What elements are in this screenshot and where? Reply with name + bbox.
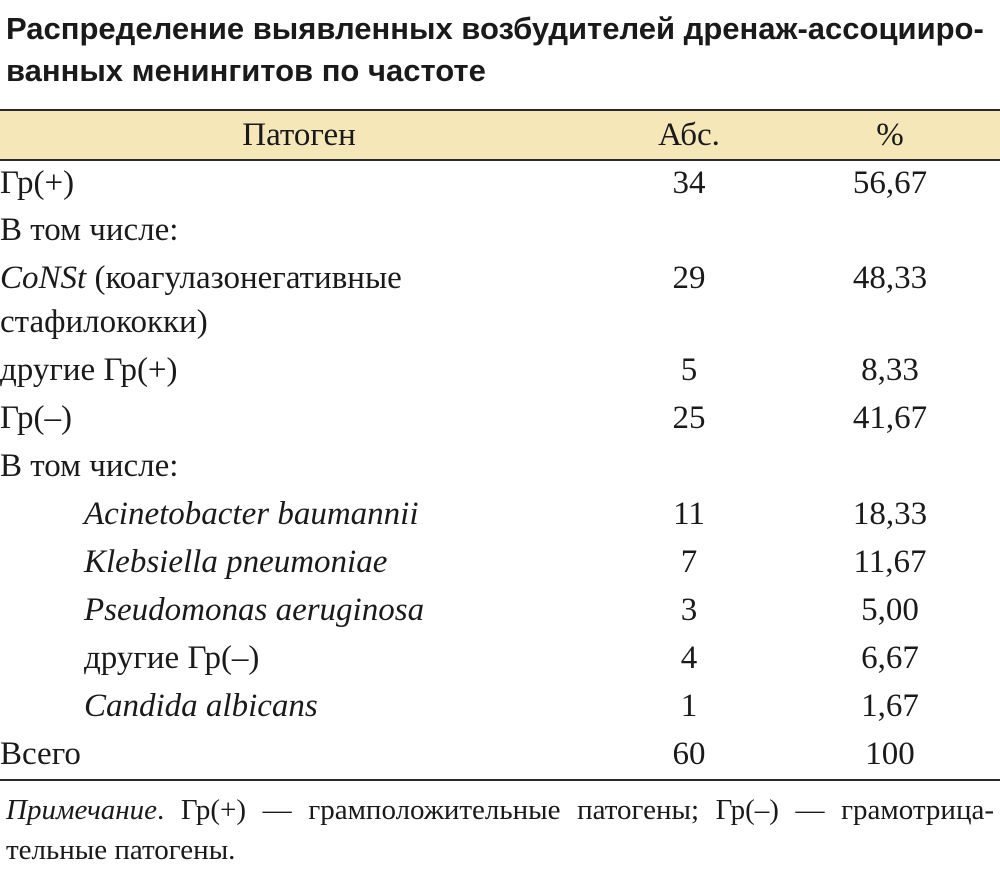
cell-percent: 100 xyxy=(780,732,1000,780)
cell-pathogen xyxy=(0,256,598,348)
cell-percent xyxy=(780,444,1000,492)
table-row xyxy=(0,444,1000,492)
table-body xyxy=(0,160,1000,780)
table-row xyxy=(0,684,1000,732)
cell-pathogen: Candida albicans xyxy=(84,688,318,724)
cell-abs: 34 xyxy=(672,165,706,201)
table-row xyxy=(0,256,1000,348)
table-row xyxy=(0,588,1000,636)
cell-abs: 7 xyxy=(680,544,698,580)
cell-pathogen: другие Гр(–) xyxy=(84,640,260,676)
header-abs: Абс. xyxy=(598,110,780,160)
cell-abs xyxy=(598,444,780,492)
cell-pathogen-line-2: стафилококки) xyxy=(0,304,208,340)
cell-pathogen: Гр(–) xyxy=(0,400,72,436)
cell-abs: 25 xyxy=(672,400,706,436)
table-caption xyxy=(6,8,994,92)
cell-pathogen: Acinetobacter baumannii xyxy=(84,496,419,532)
caption-line-1: Распределение выявленных возбудителей дренаж-ассоцииро- xyxy=(6,11,984,46)
cell-percent: 56,67 xyxy=(852,165,928,201)
cell-pathogen: Pseudomonas aeruginosa xyxy=(84,592,425,628)
table-row xyxy=(0,396,1000,444)
table-row xyxy=(0,636,1000,684)
cell-pathogen: Всего xyxy=(0,732,598,780)
table-row xyxy=(0,208,1000,256)
header-pathogen: Патоген xyxy=(0,110,598,160)
header-row xyxy=(0,110,1000,160)
cell-abs: 5 xyxy=(680,352,698,388)
cell-percent: 11,67 xyxy=(853,544,927,580)
cell-abs xyxy=(598,208,780,256)
cell-percent: 1,67 xyxy=(861,688,919,724)
cell-abs: 3 xyxy=(680,592,698,628)
cell-pathogen: Klebsiella pneumoniae xyxy=(84,544,388,580)
table-note xyxy=(6,790,994,870)
cell-abs: 60 xyxy=(598,732,780,780)
cell-abs: 4 xyxy=(680,640,698,676)
table-row xyxy=(0,348,1000,396)
cell-pathogen-italic: CoNSt xyxy=(0,260,87,296)
cell-pathogen: Гр(+) xyxy=(0,165,75,201)
cell-pathogen: В том числе: xyxy=(0,212,179,248)
cell-pathogen-rest: (коагулазонегативные xyxy=(86,260,402,296)
cell-pathogen: другие Гр(+) xyxy=(0,352,178,388)
cell-percent: 8,33 xyxy=(861,352,919,388)
cell-abs: 29 xyxy=(672,260,706,296)
pathogen-table xyxy=(0,109,1000,781)
cell-pathogen: В том числе: xyxy=(0,448,179,484)
table-row xyxy=(0,492,1000,540)
caption-line-2: ванных менингитов по частоте xyxy=(6,53,486,88)
note-label: Примечание xyxy=(6,794,158,826)
cell-percent: 41,67 xyxy=(852,400,928,436)
cell-abs: 1 xyxy=(680,688,698,724)
note-text: . Гр(+) — грамположительные патогены; Гр(–) — грамотрица-тельные патогены. xyxy=(6,794,994,866)
cell-pathogen-line-1 xyxy=(0,256,598,300)
cell-abs: 11 xyxy=(673,496,705,532)
table-row-total xyxy=(0,732,1000,780)
cell-percent: 18,33 xyxy=(852,496,928,532)
cell-percent: 48,33 xyxy=(852,260,928,296)
table-row xyxy=(0,540,1000,588)
cell-percent: 6,67 xyxy=(861,640,919,676)
cell-percent: 5,00 xyxy=(861,592,919,628)
table-header xyxy=(0,110,1000,160)
table-row xyxy=(0,160,1000,208)
cell-percent xyxy=(780,208,1000,256)
header-percent: % xyxy=(780,110,1000,160)
